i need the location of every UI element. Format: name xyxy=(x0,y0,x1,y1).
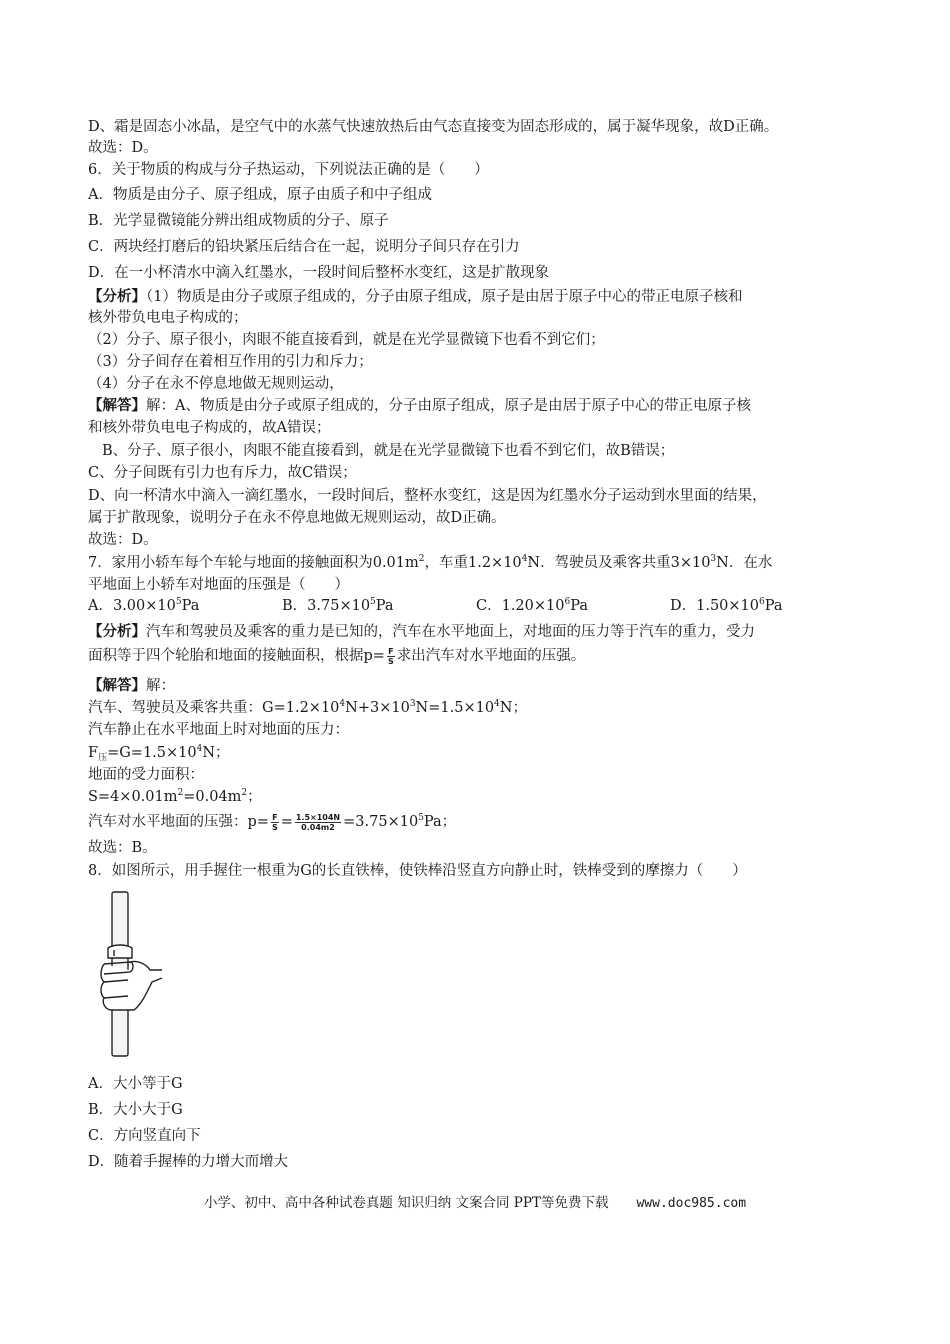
hand-gripping-rod-figure xyxy=(90,890,170,1058)
option-c: C．方向竖直向下 xyxy=(88,1128,201,1144)
text-line: D、霜是固态小冰晶，是空气中的水蒸气快速放热后由气态直接变为固态形成的，属于凝华现象，故D正确。 xyxy=(88,119,779,135)
text-line: 平地面上小轿车对地面的压强是（ ） xyxy=(88,577,349,593)
text-line: 核外带负电电子构成的； xyxy=(88,310,248,326)
text-line: 汽车对水平地面的压强：p= $\frac{F}{S}$ = $\frac{1.5\times 104N}{0.04m2}$ $=3.75\times 10^5Pa$； xyxy=(88,812,457,832)
fraction: $\frac{F}{S}$ xyxy=(387,646,394,666)
text-line: （4）分子在永不停息地做无规则运动， xyxy=(88,376,344,392)
option-d: D．随着手握棒的力增大而增大 xyxy=(88,1154,289,1170)
text-line: D、向一杯清水中滴入一滴红墨水，一段时间后，整杯水变红，这是因为红墨水分子运动到水里面的结果， xyxy=(88,488,767,504)
text-line: 属于扩散现象，说明分子在永不停息地做无规则运动，故D正确。 xyxy=(88,510,506,526)
option-b: B．$3.75\times 10^5Pa$ xyxy=(282,597,394,614)
question-7: 7．家用小轿车每个车轮与地面的接触面积为$0.01m^2$，车重$1.2\times 10^4N$．驾驶员及乘客共重$3\times 10^3N$．在水 xyxy=(88,554,773,571)
footer-site-link[interactable]: www.doc985.com xyxy=(636,1196,747,1211)
text-line: 汽车、驾驶员及乘客共重：$G=1.2\times 10^4N+3\times 10^3N=1.5\times 10^4N$； xyxy=(88,699,527,716)
text-line: （3）分子间存在着相互作用的引力和斥力； xyxy=(88,354,373,370)
text-line: 和核外带负电电子构成的，故A错误； xyxy=(88,420,331,436)
text-line: C、分子间既有引力也有斥力，故C错误； xyxy=(88,465,357,481)
fraction: $\frac{F}{S}$ xyxy=(271,812,278,832)
answer-line: 【解答】解： xyxy=(88,678,175,694)
text-line: 地面的受力面积： xyxy=(88,767,204,783)
text-line: 故选：B。 xyxy=(88,840,157,856)
option-b: B．大小大于G xyxy=(88,1102,183,1118)
option-a: A．大小等于G xyxy=(88,1076,183,1092)
analysis-line: 【分析】汽车和驾驶员及乘客的重力是已知的，汽车在水平地面上，对地面的压力等于汽车的重力，受力 xyxy=(88,624,755,640)
text-line: $F_压=G=1.5\times 10^4N$； xyxy=(88,744,230,763)
option-a: A．$3.00\times 10^5Pa$ xyxy=(88,597,200,614)
text-line: B、分子、原子很小，肉眼不能直接看到，就是在光学显微镜下也看不到它们，故B错误； xyxy=(102,443,675,459)
answer-line: 【解答】解：A、物质是由分子或原子组成的，分子由原子组成，原子是由居于原子中心的带正电原子核 xyxy=(88,398,751,414)
option-c: C．$1.20\times 10^6Pa$ xyxy=(476,597,588,614)
text-line: 面积等于四个轮胎和地面的接触面积，根据p= $\frac{F}{S}$ 求出汽车对水平地面的压强。 xyxy=(88,646,586,666)
fraction: $\frac{1.5\times 104N}{0.04m2}$ xyxy=(295,812,341,832)
page-footer xyxy=(0,1193,950,1214)
analysis-line: 【分析】（1）物质是由分子或原子组成的，分子由原子组成，原子是由居于原子中心的带正电原子核和 xyxy=(88,289,743,305)
question-8: 8．如图所示，用手握住一根重为G的长直铁棒，使铁棒沿竖直方向静止时，铁棒受到的摩擦力（ ） xyxy=(88,863,747,879)
analysis-tag: 【分析】 xyxy=(88,624,146,640)
option-b: B．光学显微镜能分辨出组成物质的分子、原子 xyxy=(88,213,389,229)
text-line: $S=4\times 0.01m^2=0.04m^2$； xyxy=(88,788,262,805)
option-d: D．在一小杯清水中滴入红墨水，一段时间后整杯水变红，这是扩散现象 xyxy=(88,265,550,281)
footer-text: 小学、初中、高中各种试卷真题 知识归纳 文案合同 PPT等免费下载 xyxy=(203,1195,609,1211)
text-line: 故选：D。 xyxy=(88,140,158,156)
option-a: A．物质是由分子、原子组成，原子由质子和中子组成 xyxy=(88,187,432,203)
answer-tag: 【解答】 xyxy=(88,678,146,694)
question-6: 6．关于物质的构成与分子热运动，下列说法正确的是（ ） xyxy=(88,162,489,178)
analysis-tag: 【分析】 xyxy=(88,289,146,305)
text-line: 汽车静止在水平地面上时对地面的压力： xyxy=(88,722,349,738)
option-d: D．$1.50\times 10^6Pa$ xyxy=(670,597,783,614)
answer-tag: 【解答】 xyxy=(88,398,146,414)
option-c: C．两块经打磨后的铅块紧压后结合在一起，说明分子间只存在引力 xyxy=(88,239,520,255)
text-line: （2）分子、原子很小，肉眼不能直接看到，就是在光学显微镜下也看不到它们； xyxy=(88,332,605,348)
text-line: 故选：D。 xyxy=(88,532,158,548)
